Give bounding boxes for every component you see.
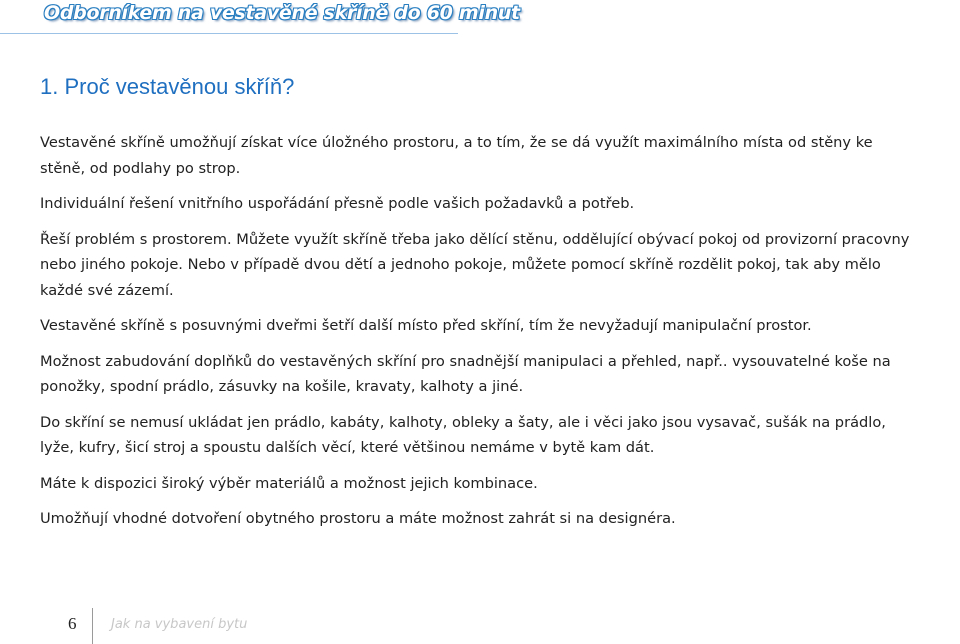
paragraph: Vestavěné skříně umožňují získat více úložného prostoru, a to tím, že se dá využít maximálního místa od stěny ke stěně, od podlahy po strop. — [40, 134, 873, 177]
paragraph: Umožňují vhodné dotvoření obytného prostoru a máte možnost zahrát si na designéra. — [40, 510, 676, 527]
paragraph: Máte k dispozici široký výběr materiálů a možnost jejich kombinace. — [40, 474, 538, 492]
footer-text: Jak na vybavení bytu — [111, 617, 248, 632]
footer-divider — [92, 608, 93, 644]
header-divider — [0, 33, 458, 34]
paragraph: Vestavěné skříně s posuvnými dveřmi šetří další místo před skříní, tím že nevyžadují manipulační prostor. — [40, 317, 812, 334]
document-header-title: Odborníkem na vestavěné skříně do 60 minut — [44, 2, 520, 24]
body-text — [40, 130, 920, 532]
section-heading: 1. Proč vestavěnou skříň? — [40, 74, 295, 99]
paragraph: Do skříní se nemusí ukládat jen prádlo, kabáty, kalhoty, obleky a šaty, ale i věci jako jsou vysavač, sušák na prádlo, lyže, kufry, šicí stroj a spoustu dalších věcí, které většinou nemáme v bytě kam dát. — [40, 413, 886, 456]
paragraph: Individuální řešení vnitřního uspořádání přesně podle vašich požadavků a potřeb. — [40, 195, 635, 212]
page-number: 6 — [68, 614, 77, 633]
paragraph: Možnost zabudování doplňků do vestavěných skříní pro snadnější manipulaci a přehled, např.. vysouvatelné koše na ponožky, spodní prádlo, zásuvky na košile, kravaty, kalhoty a jiné. — [40, 352, 891, 395]
paragraph: Řeší problém s prostorem. Můžete využít skříně třeba jako dělící stěnu, oddělující obývací pokoj od provizorní pracovny nebo jiného pokoje. Nebo v případě dvou dětí a jednoho pokoje, můžete pomocí skříně rozdělit pokoj, tak aby mělo každé své zázemí. — [40, 230, 910, 299]
